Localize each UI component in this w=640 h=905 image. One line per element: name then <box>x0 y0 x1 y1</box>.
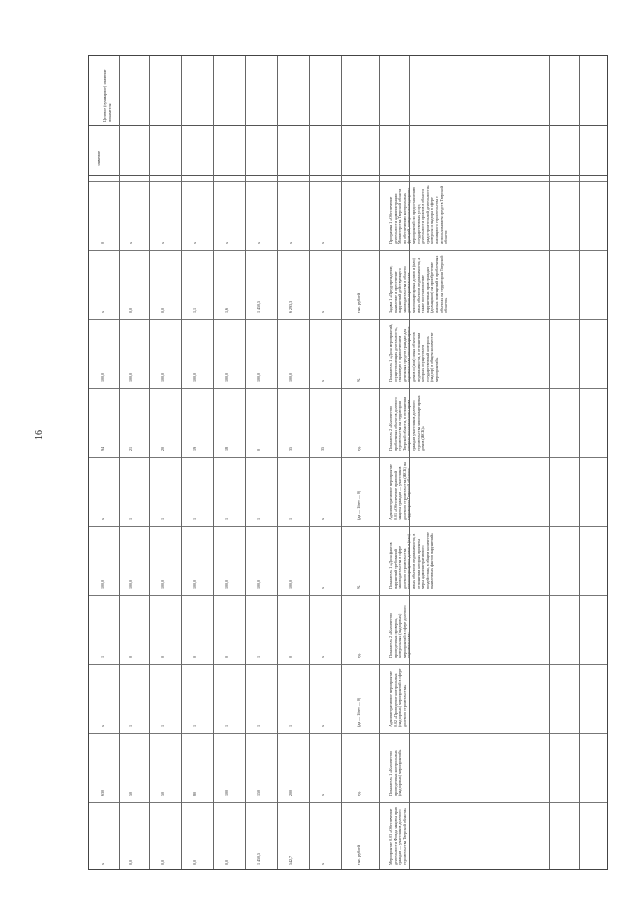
year-value-2026: 21 <box>128 447 133 451</box>
row-name: Показатель 1 «Доля мероприятий, осуществляющих деятельность, связанную с привлечением денежных средств граждан для строительства многоквартирных домов и (или) иных объектов недвижимости, в отношении которых осуществлен государственный контроль (надзор) в общем количестве мероприятий» <box>388 323 439 382</box>
year-value-2022: 1 450,5 <box>256 853 261 865</box>
financial-value: х <box>320 587 325 589</box>
row-name: Административное мероприятие 0.01 «Обеспечение правовой защиты граждан — участников долевого строительства (ЖСК) на территории Тверской области» <box>388 462 412 520</box>
year-value-2023: 0 <box>224 656 229 658</box>
year-value-2021: 35 <box>288 447 293 451</box>
year-value-2026: х <box>128 242 133 244</box>
target-value: х <box>100 518 105 520</box>
year-value-2021: 200 <box>288 790 293 796</box>
year-value-2026: 0,0 <box>128 860 133 865</box>
year-value-2023: 100 <box>224 790 229 796</box>
financial-value: 35 <box>320 447 325 451</box>
year-value-2023: 1 <box>224 725 229 727</box>
target-value: х <box>100 863 105 865</box>
year-value-2025: 0,0 <box>160 308 165 313</box>
year-value-2024: 0,0 <box>192 860 197 865</box>
unit-value: ед. <box>356 653 361 658</box>
year-value-2022: 1 <box>256 518 261 520</box>
year-value-2022: 1 450,5 <box>256 301 261 313</box>
year-value-2021: 1 <box>288 518 293 520</box>
year-value-2022: 100,0 <box>256 373 261 382</box>
year-value-2025: 1 <box>160 725 165 727</box>
year-value-2024: 1 <box>192 725 197 727</box>
target-value: х <box>100 311 105 313</box>
row-name: Показатель 1 «Количество проведенных контрольных (надзорных) мероприятий» <box>388 749 403 796</box>
year-value-2021: 100,0 <box>288 373 293 382</box>
year-value-2023: 1 <box>224 518 229 520</box>
target-value: 630 <box>100 790 105 796</box>
year-value-2025: 1 <box>160 518 165 520</box>
year-value-2023: 18 <box>224 447 229 451</box>
budget-table <box>88 55 608 870</box>
table-body <box>89 181 607 871</box>
year-value-2024: 100,0 <box>192 373 197 382</box>
unit-value: (да — 1/нет — 0) <box>356 697 361 727</box>
year-value-2024: 19 <box>192 447 197 451</box>
year-value-2021: 6 293,3 <box>288 301 293 313</box>
row-name: Показатель 1 «Доля фактов нарушений требований законодательства в сфере долевого строительства многоквартирных домов и (или) иных объектов недвижимости, в отношении которых приняты меры административного воздействия, в общем количестве выявленных фактов нарушений» <box>388 532 435 589</box>
financial-value: х <box>320 725 325 727</box>
year-value-2025: х <box>160 242 165 244</box>
financial-value: х <box>320 380 325 382</box>
row-name: Мероприятие 0.03 «Обеспечение деятельности Фонда защиты прав граждан — участников долевого строительства Тверской области» <box>388 807 407 865</box>
year-value-2026: 1 <box>128 725 133 727</box>
financial-value: х <box>320 242 325 244</box>
year-value-2024: 1,1 <box>192 308 197 313</box>
target-value: 94 <box>100 447 105 451</box>
unit-value: ед. <box>356 446 361 451</box>
financial-value: х <box>320 863 325 865</box>
year-value-2025: 20 <box>160 447 165 451</box>
year-value-2025: 100,0 <box>160 580 165 589</box>
financial-value: х <box>320 311 325 313</box>
unit-value: тыс. рублей <box>356 845 361 865</box>
year-value-2021: 0 <box>288 656 293 658</box>
unit-value: % <box>356 378 361 382</box>
header-band <box>89 56 607 126</box>
year-value-2023: 1,6 <box>224 308 229 313</box>
target-value: 100,0 <box>100 373 105 382</box>
financial-value: х <box>320 794 325 796</box>
row-name: Показатель 2 «Количество проблемных объектов долевого строительства на территории Тверской области, в отношении которых восстановлены права граждан участников долевого строительства многоквартирных домов (ЖСК)» <box>388 395 426 451</box>
row-name: Административное мероприятие 0.02 «Проведение контрольных (надзорных) мероприятий в сфере долевого строительства» <box>388 668 407 727</box>
target-sub-header: значение <box>96 150 101 166</box>
year-value-2026: 100,0 <box>128 373 133 382</box>
year-value-2025: 0 <box>160 656 165 658</box>
year-value-2022: 0 <box>256 449 261 451</box>
year-value-2024: 0 <box>192 656 197 658</box>
target-value: 0 <box>100 242 105 244</box>
year-value-2023: 0,0 <box>224 860 229 865</box>
year-value-2025: 0,0 <box>160 860 165 865</box>
year-value-2021: 100,0 <box>288 580 293 589</box>
year-value-2023: х <box>224 242 229 244</box>
target-header: Целевое (суммарное) значение показателя <box>102 69 112 122</box>
row-name: Показатель 2 «Количество проведенных проверок, контрольных (надзорных) мероприятий в сфере долевого строительства» <box>388 605 412 658</box>
year-value-2024: 1 <box>192 518 197 520</box>
year-value-2022: 100,0 <box>256 580 261 589</box>
year-value-2024: х <box>192 242 197 244</box>
financial-value: х <box>320 518 325 520</box>
row-name: Программа 1 «Обеспечение деятельности администрации Министерства Тверской области по обеспечению контрольных функций, контрольно-надзорных мероприятий по предоставлению государственных услуг, деятельности органов в области градостроительной деятельности» контроля и надзора в сфере жилищного строительства с использованием средств Тверской области <box>388 185 449 244</box>
target-value: 1 <box>100 656 105 658</box>
year-value-2026: 100,0 <box>128 580 133 589</box>
unit-value: ед. <box>356 791 361 796</box>
target-value: 100,0 <box>100 580 105 589</box>
year-value-2026: 50 <box>128 792 133 796</box>
page-number: 16 <box>34 430 45 440</box>
year-value-2022: 1 <box>256 725 261 727</box>
year-value-2023: 100,0 <box>224 580 229 589</box>
year-value-2022: 1 <box>256 656 261 658</box>
unit-value: % <box>356 585 361 589</box>
unit-value: тыс. рублей <box>356 293 361 313</box>
year-value-2026: 0 <box>128 656 133 658</box>
year-value-2022: 150 <box>256 790 261 796</box>
financial-value: х <box>320 656 325 658</box>
year-value-2026: 1 <box>128 518 133 520</box>
year-value-2022: х <box>256 242 261 244</box>
year-value-2025: 50 <box>160 792 165 796</box>
target-value: х <box>100 725 105 727</box>
year-value-2025: 100,0 <box>160 373 165 382</box>
year-value-2024: 80 <box>192 792 197 796</box>
year-value-2021: 542,7 <box>288 856 293 865</box>
year-value-2023: 100,0 <box>224 373 229 382</box>
year-value-2024: 100,0 <box>192 580 197 589</box>
year-value-2021: 1 <box>288 725 293 727</box>
year-value-2026: 0,0 <box>128 308 133 313</box>
year-value-2021: х <box>288 242 293 244</box>
unit-value: (да — 1/нет — 0) <box>356 490 361 520</box>
years-group-band <box>89 126 607 176</box>
row-name: Задача 1 «Предупреждение, выявление и пресечение нарушений действующего законодательства в области долевого строительства многоквартирных домов и (или) иных объектов недвижимости, а также восстановление нарушенных прав граждан (дольщиков) на приобретение жилых помещений в проблемных объектах на территории Тверской области» <box>388 255 449 313</box>
